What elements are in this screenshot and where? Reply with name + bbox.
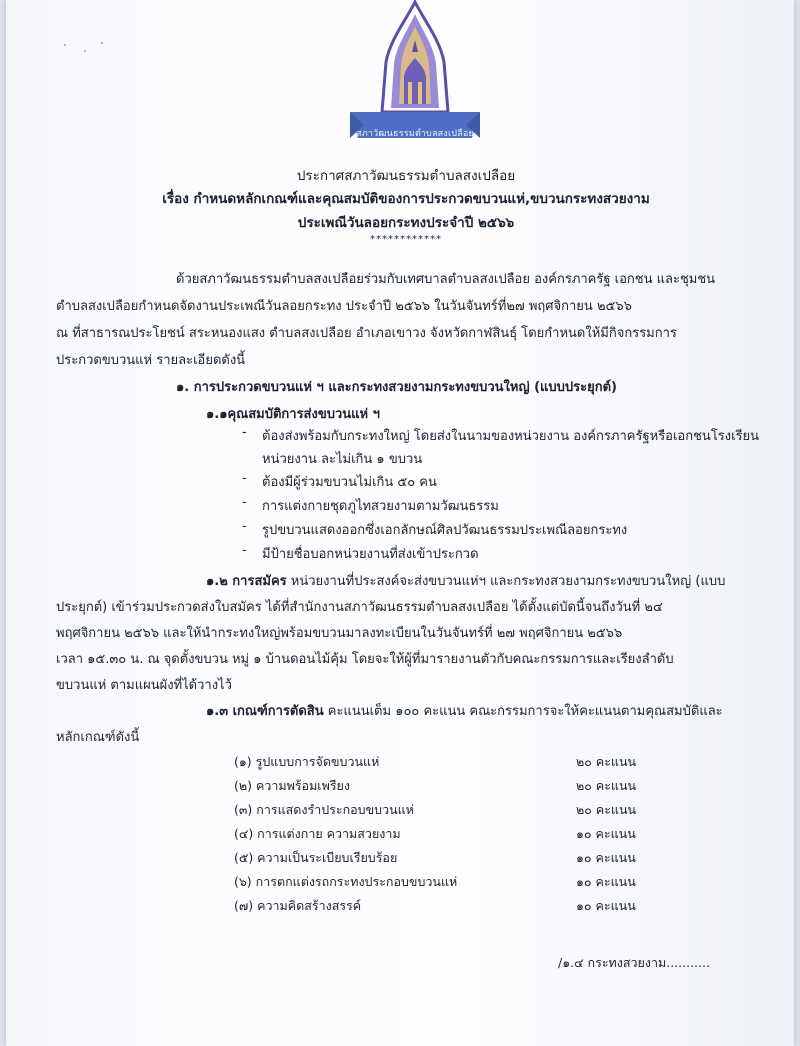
- section-1-2-line-3: พฤศจิกายน ๒๕๖๖ และให้นำกระทงใหญ่พร้อมขบวนมาลงทะเบียนในวันจันทร์ที่ ๒๗ พฤศจิกายน ๒๕๖๖: [56, 626, 623, 641]
- criteria-score: ๑๐ คะแนน: [576, 874, 636, 889]
- section-1-1-title: ๑.๑คุณสมบัติการส่งขบวนแห่ ฯ: [206, 407, 380, 422]
- intro-line-3: ณ ที่สาธารณประโยชน์ สระหนองแสง ตำบลสงเปลือย อำเภอเขาวง จังหวัดกาฬสินธุ์ โดยกำหนดให้มีกิจกรรมการ: [56, 326, 677, 341]
- intro-line-2: ตำบลสงเปลือยกำหนดจัดงานประเพณีวันลอยกระทง ประจำปี ๒๕๖๖ ในวันจันทร์ที่๒๗ พฤศจิกายน ๒๕๖๖: [56, 299, 632, 314]
- criteria-label: (๔) การแต่งกาย ความสวยงาม: [234, 826, 401, 841]
- intro-line-4: ประกวดขบวนแห่ รายละเอียดดังนี้: [56, 353, 246, 368]
- separator: ************: [370, 234, 442, 245]
- criteria-label: (๓) การแสดงรำประกอบขบวนแห่: [234, 802, 414, 817]
- section-1-3-text: คะแนนเต็ม ๑๐๐ คะแนน คณะกรรมการจะให้คะแนนตามคุณสมบัติและ: [323, 704, 723, 719]
- bullet-item: การแต่งกายชุดภูไทสวยงามตามวัฒนธรรม: [262, 499, 499, 514]
- criteria-label: (๕) ความเป็นระเบียบเรียบร้อย: [234, 850, 398, 865]
- bullet-item: ต้องมีผู้ร่วมขบวนไม่เกิน ๕๐ คน: [262, 475, 437, 490]
- section-1-2-line-5: ขบวนแห่ ตามแผนผังที่ได้วางไว้: [56, 678, 232, 693]
- section-1-2-line-4: เวลา ๑๕.๓๐ น. ณ จุดตั้งขบวน หมู่ ๑ บ้านดอนไม้คุ้ม โดยจะให้ผู้ที่มารายงานตัวกับคณะกรรมการและเรียงลำดับ: [56, 652, 674, 667]
- section-1-3-line-1: [206, 700, 723, 721]
- bullet-dash: -: [242, 519, 247, 534]
- subject-line: เรื่อง กำหนดหลักเกณฑ์และคุณสมบัติของการประกวดขบวนแห่,ขบวนกระทงสวยงาม: [162, 191, 650, 207]
- bullet-item: หน่วยงาน ละไม่เกิน ๑ ขบวน: [262, 452, 423, 467]
- bullet-dash: -: [242, 425, 247, 440]
- crest-banner-text: สภาวัฒนธรรมตำบลสงเปลือย: [356, 129, 474, 139]
- section-1-2-title: ๑.๒ การสมัคร: [206, 574, 287, 589]
- bullet-item: มีป้ายชื่อบอกหน่วยงานที่ส่งเข้าประกวด: [262, 547, 479, 562]
- criteria-label: (๑) รูปแบบการจัดขบวนแห่: [234, 754, 380, 769]
- criteria-score: ๒๐ คะแนน: [576, 754, 637, 769]
- criteria-score: ๑๐ คะแนน: [576, 850, 636, 865]
- bullet-dash: -: [242, 495, 247, 510]
- section-1-2-line-2: ประยุกต์) เข้าร่วมประกวดส่งใบสมัคร ได้ที่สำนักงานสภาวัฒนธรรมตำบลสงเปลือย ได้ตั้งแต่บัดนี้จนถึงวันที่ ๒๔: [56, 600, 663, 615]
- continuation-note: /๑.๔ กระทงสวยงาม...........: [558, 955, 710, 970]
- announcement-title: ประกาศสภาวัฒนธรรมตำบลสงเปลือย: [296, 168, 516, 184]
- intro-line-1: ด้วยสภาวัฒนธรรมตำบลสงเปลือยร่วมกับเทศบาลตำบลสงเปลือย องค์กรภาครัฐ เอกชน และชุมชน: [176, 272, 716, 287]
- bullet-item: รูปขบวนแสดงออกซึ่งเอกลักษณ์ศิลปวัฒนธรรมประเพณีลอยกระทง: [262, 523, 628, 538]
- section-1-heading: ๑. การประกวดขบวนแห่ ฯ และกระทงสวยงามกระทงขบวนใหญ่ (แบบประยุกต์): [176, 380, 617, 395]
- criteria-score: ๑๐ คะแนน: [576, 826, 636, 841]
- bullet-item: ต้องส่งพร้อมกับกระทงใหญ่ โดยส่งในนามของหน่วยงาน องค์กรภาครัฐหรือเอกชนโรงเรียน: [262, 429, 760, 444]
- criteria-label: (๖) การตกแต่งรถกระทงประกอบขบวนแห่: [234, 874, 458, 889]
- section-1-2-text: หน่วยงานที่ประสงค์จะส่งขบวนแห่ฯ และกระทงสวยงามกระทงขบวนใหญ่ (แบบ: [286, 574, 726, 589]
- criteria-label: (๗) ความคิดสร้างสรรค์: [234, 898, 362, 913]
- document-page: [6, 0, 794, 1046]
- section-1-3-line-2: หลักเกณฑ์ดังนี้: [56, 730, 140, 745]
- criteria-score: ๒๐ คะแนน: [576, 778, 637, 793]
- section-1-2-line-1: [206, 570, 725, 591]
- criteria-label: (๒) ความพร้อมเพรียง: [234, 778, 350, 793]
- bullet-dash: -: [242, 543, 247, 558]
- criteria-score: ๒๐ คะแนน: [576, 802, 637, 817]
- bullet-dash: -: [242, 471, 247, 486]
- criteria-score: ๑๐ คะแนน: [576, 898, 636, 913]
- event-line: ประเพณีวันลอยกระทงประจำปี ๒๕๖๖: [297, 215, 515, 231]
- section-1-3-title: ๑.๓ เกณฑ์การตัดสิน: [206, 704, 324, 719]
